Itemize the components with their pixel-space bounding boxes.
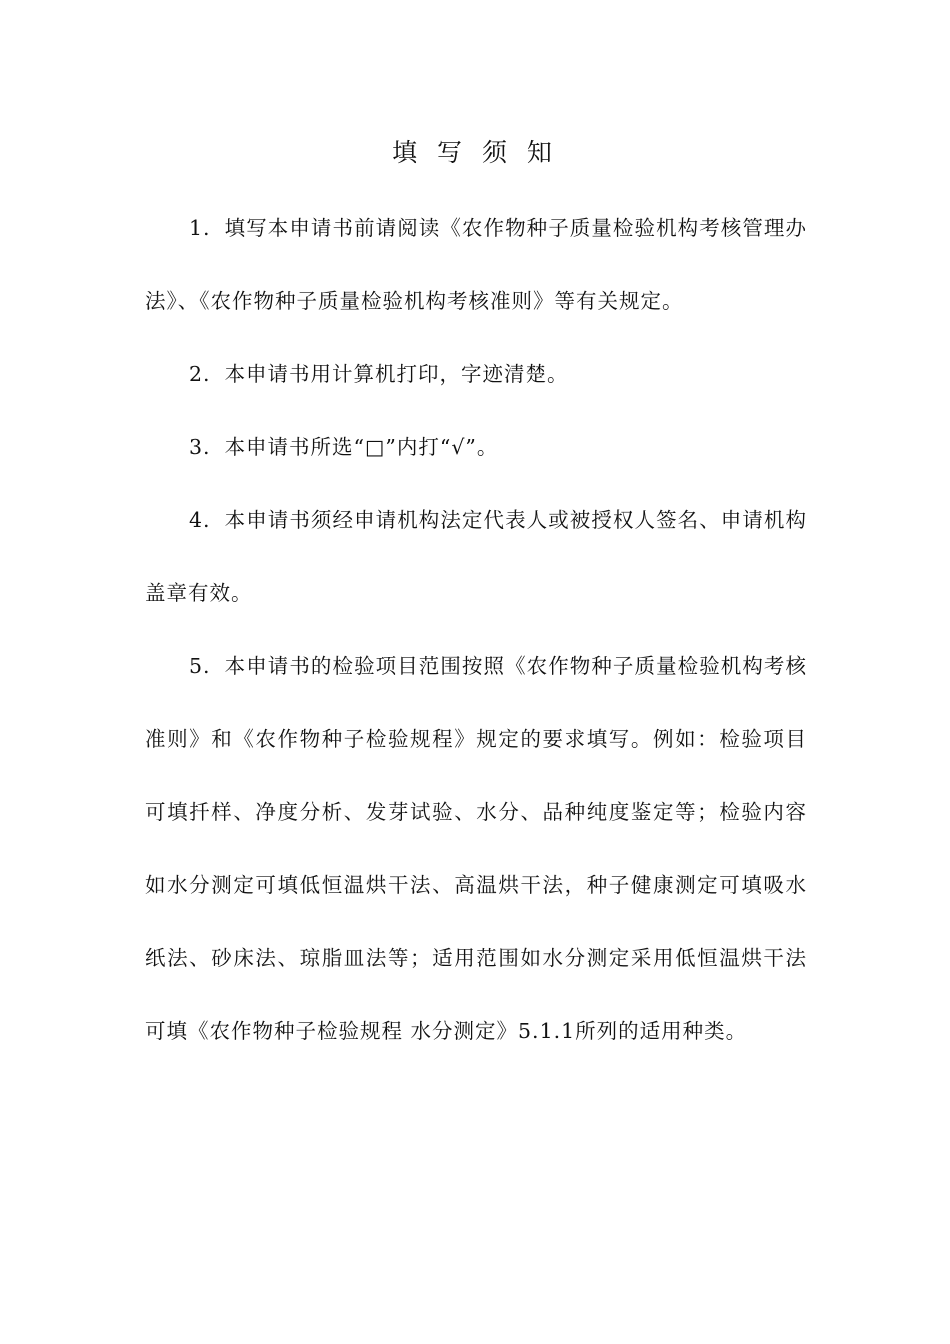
instruction-text: 本申请书的检验项目范围按照《农作物种子质量检验机构考核准则》和《农作物种子检验规程》规定的要求填写。例如：检验项目可填扦样、净度分析、发芽试验、水分、品种纯度鉴定等；检验内容如水分测定可填低恒温烘干法、高温烘干法，种子健康测定可填吸水纸法、砂床法、琼脂皿法等；适用范围如水分测定采用低恒温烘干法可填《农作物种子检验规程 水分测定》5.1.1所列的适用种类。 (145, 654, 807, 1043)
instruction-number: 1. (189, 216, 211, 240)
instruction-item-5 (145, 630, 807, 1068)
instruction-item-3 (145, 411, 807, 484)
instruction-number: 3. (189, 435, 211, 459)
instruction-text: 本申请书所选“□”内打“√”。 (224, 435, 499, 459)
instruction-item-1 (145, 192, 807, 338)
instructions-list (145, 192, 807, 1068)
instruction-number: 5. (189, 654, 211, 678)
instruction-text: 本申请书须经申请机构法定代表人或被授权人签名、申请机构盖章有效。 (145, 508, 807, 605)
instruction-item-4 (145, 484, 807, 630)
instruction-number: 4. (189, 508, 211, 532)
instruction-text: 本申请书用计算机打印，字迹清楚。 (224, 362, 569, 386)
instruction-text: 填写本申请书前请阅读《农作物种子质量检验机构考核管理办法》、《农作物种子质量检验机构考核准则》等有关规定。 (145, 216, 807, 313)
instruction-item-2 (145, 338, 807, 411)
page-title: 填 写 须 知 (392, 138, 558, 167)
instruction-number: 2. (189, 362, 211, 386)
